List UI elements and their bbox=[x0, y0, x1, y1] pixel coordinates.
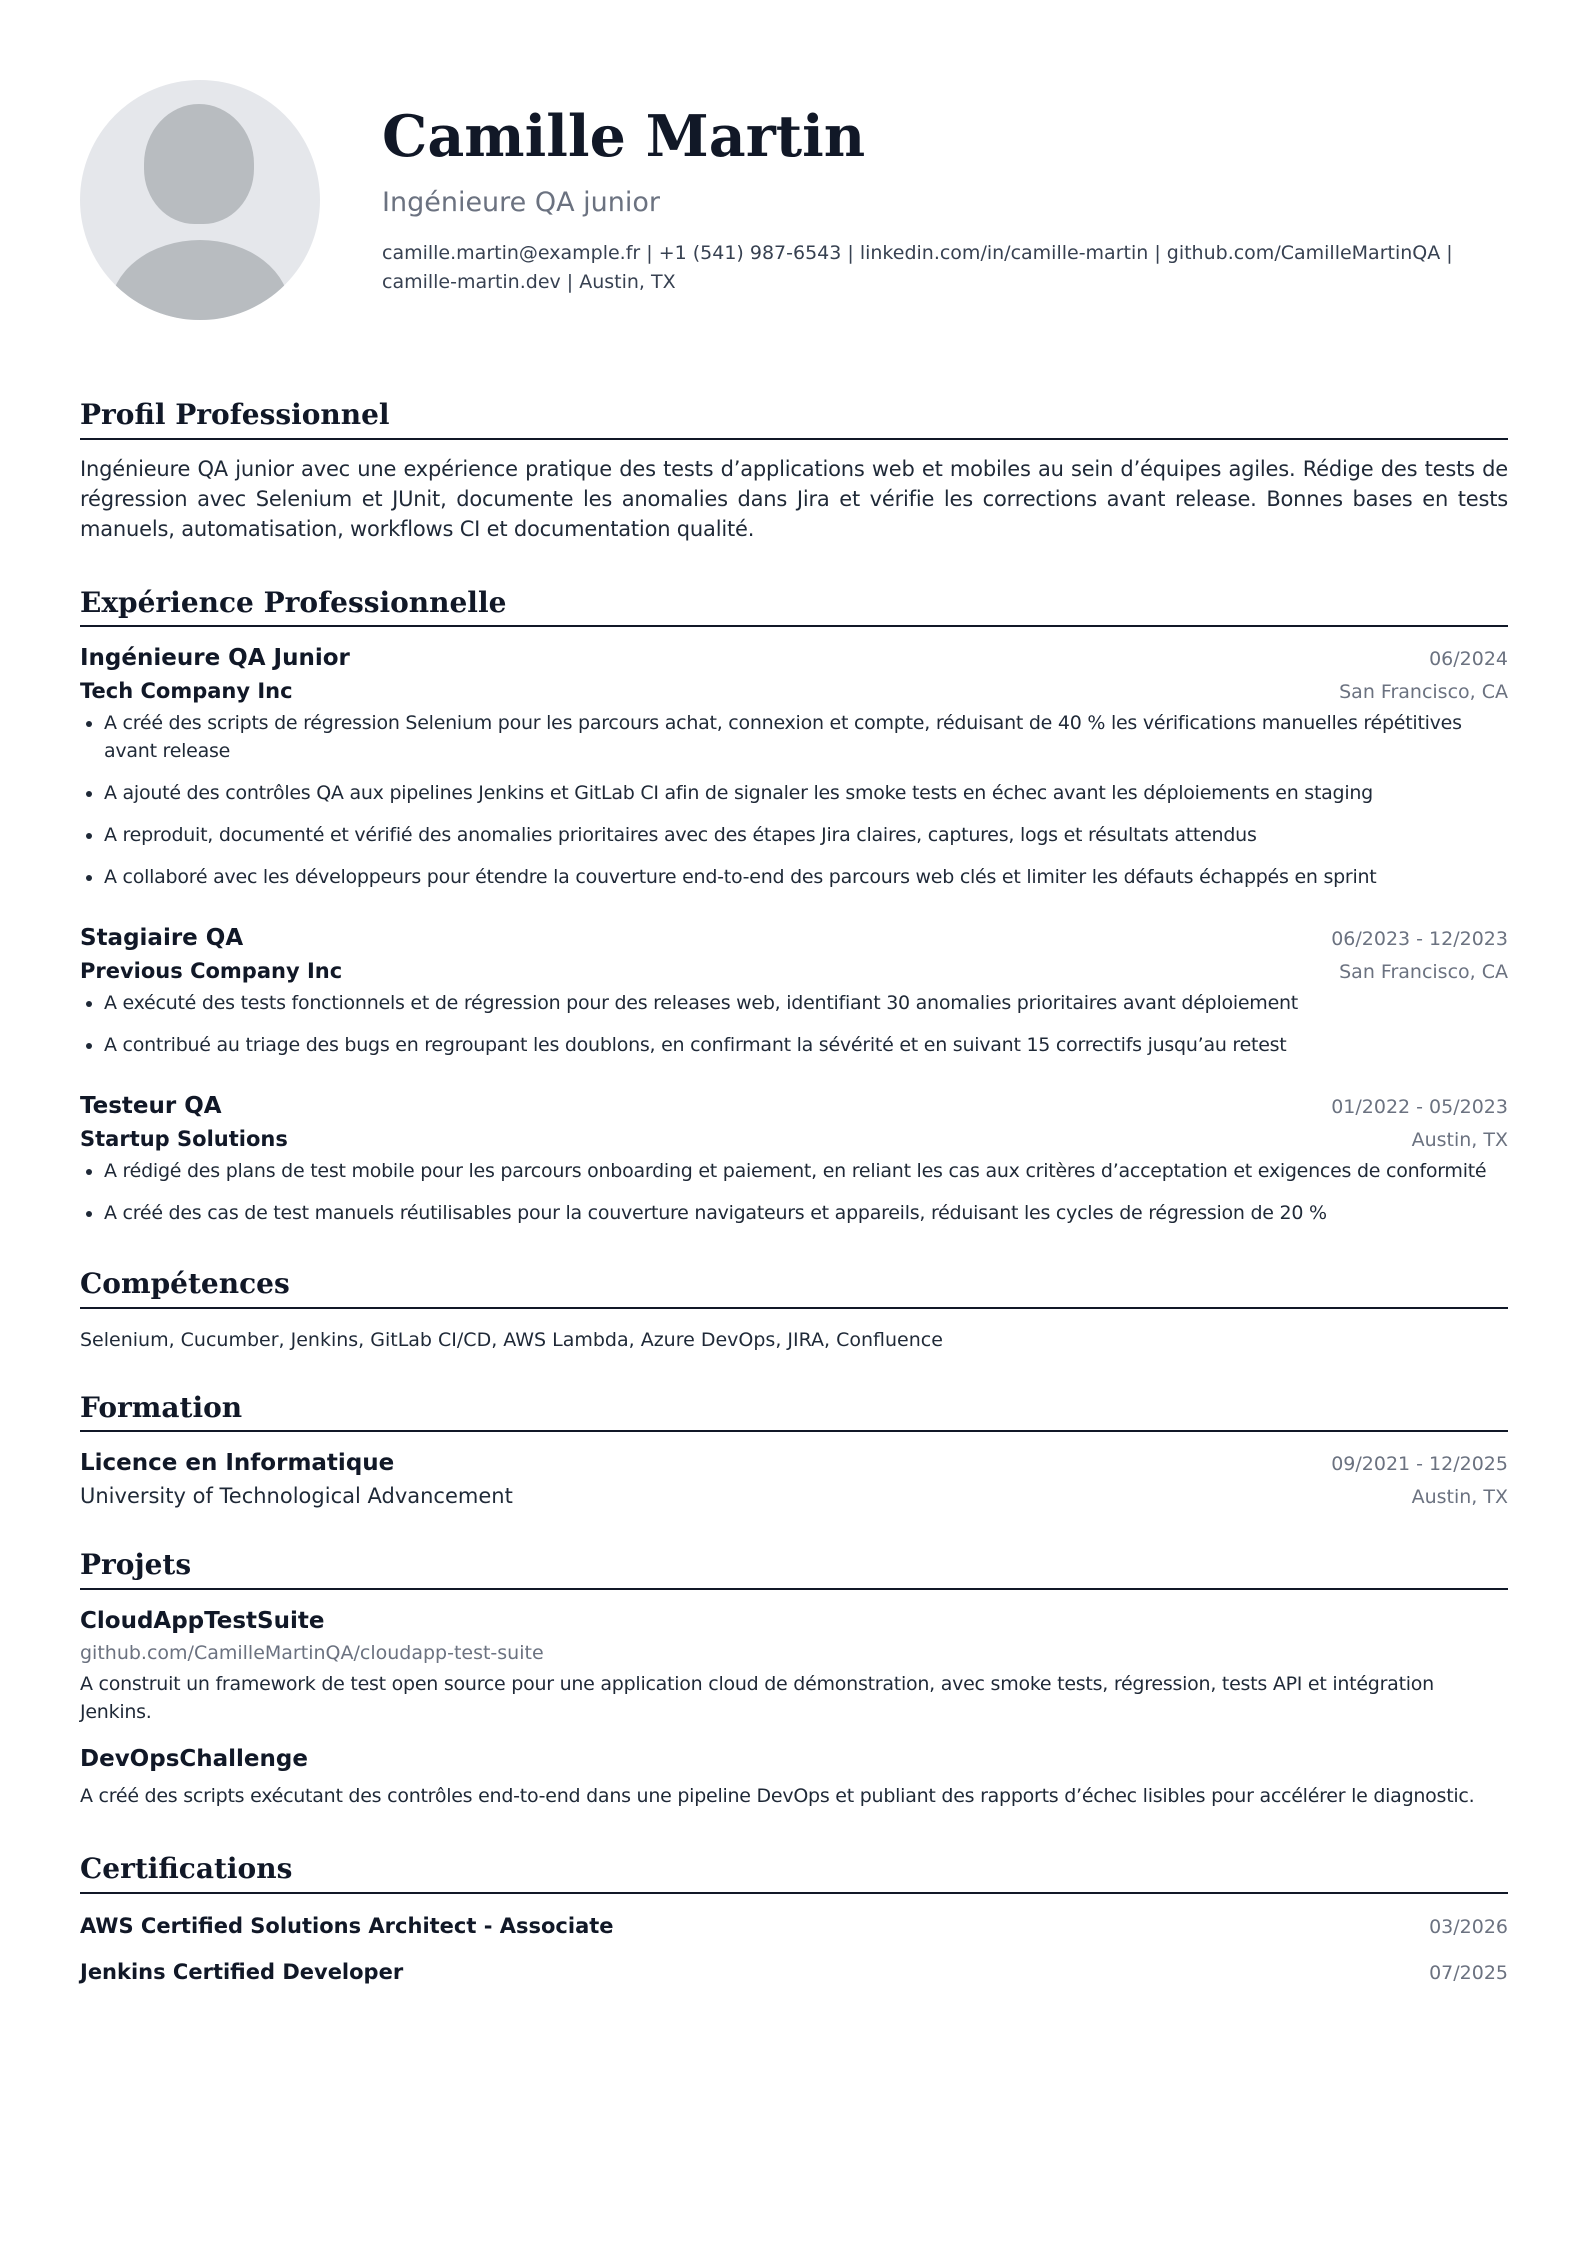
project-entry bbox=[80, 1608, 1508, 1726]
projects-section bbox=[80, 1548, 1508, 1810]
job-company: Previous Company Inc bbox=[80, 959, 343, 984]
project-url: github.com/CamilleMartinQA/cloudapp-test-suite bbox=[80, 1641, 544, 1664]
skills-title: Compétences bbox=[80, 1267, 1508, 1309]
job-bullets bbox=[80, 709, 1508, 891]
certification-date: 07/2025 bbox=[1429, 1961, 1508, 1984]
education-location: Austin, TX bbox=[1411, 1486, 1508, 1509]
header-text bbox=[382, 80, 1532, 297]
education-date: 09/2021 - 12/2025 bbox=[1331, 1453, 1508, 1476]
job-role: Ingénieure QA Junior bbox=[80, 645, 350, 672]
project-description: A construit un framework de test open source pour une application cloud de démonstration, avec smoke tests, régression, tests API et intégration Jenkins. bbox=[80, 1672, 1434, 1723]
job-date: 06/2023 - 12/2023 bbox=[1331, 928, 1508, 951]
project-entry bbox=[80, 1746, 1508, 1810]
job-bullet: • A créé des cas de test manuels réutilisables pour la couverture navigateurs et appareils, réduisant les cycles de régression de 20 % bbox=[104, 1199, 1508, 1227]
job-bullet: • A ajouté des contrôles QA aux pipelines Jenkins et GitLab CI afin de signaler les smoke tests en échec avant les déploiements en staging bbox=[104, 779, 1508, 807]
job-bullet: • A exécuté des tests fonctionnels et de régression pour des releases web, identifiant 30 anomalies prioritaires avant déploiement bbox=[104, 989, 1508, 1017]
avatar-body-shape bbox=[110, 240, 290, 320]
job-bullet: • A créé des scripts de régression Selenium pour les parcours achat, connexion et compte, réduisant de 40 % les vérifications manuelles répétitives avant release bbox=[104, 709, 1508, 765]
education-degree: Licence en Informatique bbox=[80, 1450, 395, 1477]
job-role: Testeur QA bbox=[80, 1093, 222, 1120]
job-date: 06/2024 bbox=[1429, 648, 1508, 671]
job-bullets bbox=[80, 1157, 1508, 1227]
job-entry bbox=[80, 925, 1508, 1059]
contact-line: camille.martin@example.fr | +1 (541) 987-6543 | linkedin.com/in/camille-martin | github.com/CamilleMartinQA | camille-martin.dev | Austin, TX bbox=[382, 242, 1453, 294]
job-bullet: • A collaboré avec les développeurs pour étendre la couverture end-to-end des parcours web clés et limiter les défauts échappés en sprint bbox=[104, 863, 1508, 891]
certification-name: AWS Certified Solutions Architect - Associate bbox=[80, 1913, 614, 1938]
job-location: San Francisco, CA bbox=[1339, 681, 1508, 704]
summary-title: Profil Professionnel bbox=[80, 398, 1508, 440]
education-school: University of Technological Advancement bbox=[80, 1484, 513, 1509]
education-title: Formation bbox=[80, 1391, 1508, 1433]
job-bullets bbox=[80, 989, 1508, 1059]
certification-entry bbox=[80, 1960, 1508, 1984]
job-role: Stagiaire QA bbox=[80, 925, 244, 952]
job-company: Startup Solutions bbox=[80, 1127, 288, 1152]
candidate-name: Camille Martin bbox=[382, 103, 866, 170]
job-entry bbox=[80, 1093, 1508, 1227]
summary-section bbox=[80, 398, 1508, 544]
job-bullet: • A contribué au triage des bugs en regroupant les doublons, en confirmant la sévérité et en suivant 15 correctifs jusqu’au retest bbox=[104, 1031, 1508, 1059]
summary-text: Ingénieure QA junior avec une expérience pratique des tests d’applications web et mobiles au sein d’équipes agiles. Rédige des tests de régression avec Selenium et JUnit, documente les anomalies dans Jira et vérifie les corrections avant release. Bonnes bases en tests manuels, automatisation, workflows CI et documentation qualité. bbox=[80, 456, 1508, 541]
job-location: Austin, TX bbox=[1411, 1129, 1508, 1152]
candidate-headline: Ingénieure QA junior bbox=[382, 186, 661, 218]
avatar-head-shape bbox=[144, 104, 254, 224]
job-date: 01/2022 - 05/2023 bbox=[1331, 1096, 1508, 1119]
job-company: Tech Company Inc bbox=[80, 679, 293, 704]
resume-header bbox=[80, 80, 1508, 320]
education-section bbox=[80, 1391, 1508, 1509]
avatar bbox=[80, 80, 320, 320]
certifications-section bbox=[80, 1852, 1508, 1984]
project-name: CloudAppTestSuite bbox=[80, 1607, 325, 1634]
skills-section bbox=[80, 1267, 1508, 1351]
certification-date: 03/2026 bbox=[1429, 1915, 1508, 1938]
job-bullet: • A rédigé des plans de test mobile pour les parcours onboarding et paiement, en reliant les cas aux critères d’acceptation et exigences de conformité bbox=[104, 1157, 1508, 1185]
experience-section bbox=[80, 586, 1508, 1228]
job-location: San Francisco, CA bbox=[1339, 961, 1508, 984]
experience-title: Expérience Professionnelle bbox=[80, 586, 1508, 628]
project-name: DevOpsChallenge bbox=[80, 1745, 308, 1772]
skills-text: Selenium, Cucumber, Jenkins, GitLab CI/CD, AWS Lambda, Azure DevOps, JIRA, Confluence bbox=[80, 1328, 943, 1351]
certification-entry bbox=[80, 1914, 1508, 1938]
projects-title: Projets bbox=[80, 1548, 1508, 1590]
project-description: A créé des scripts exécutant des contrôles end-to-end dans une pipeline DevOps et publiant des rapports d’échec lisibles pour accélérer le diagnostic. bbox=[80, 1784, 1475, 1807]
certification-name: Jenkins Certified Developer bbox=[80, 1959, 404, 1984]
job-bullet: • A reproduit, documenté et vérifié des anomalies prioritaires avec des étapes Jira claires, captures, logs et résultats attendus bbox=[104, 821, 1508, 849]
certifications-title: Certifications bbox=[80, 1852, 1508, 1894]
job-entry bbox=[80, 645, 1508, 891]
